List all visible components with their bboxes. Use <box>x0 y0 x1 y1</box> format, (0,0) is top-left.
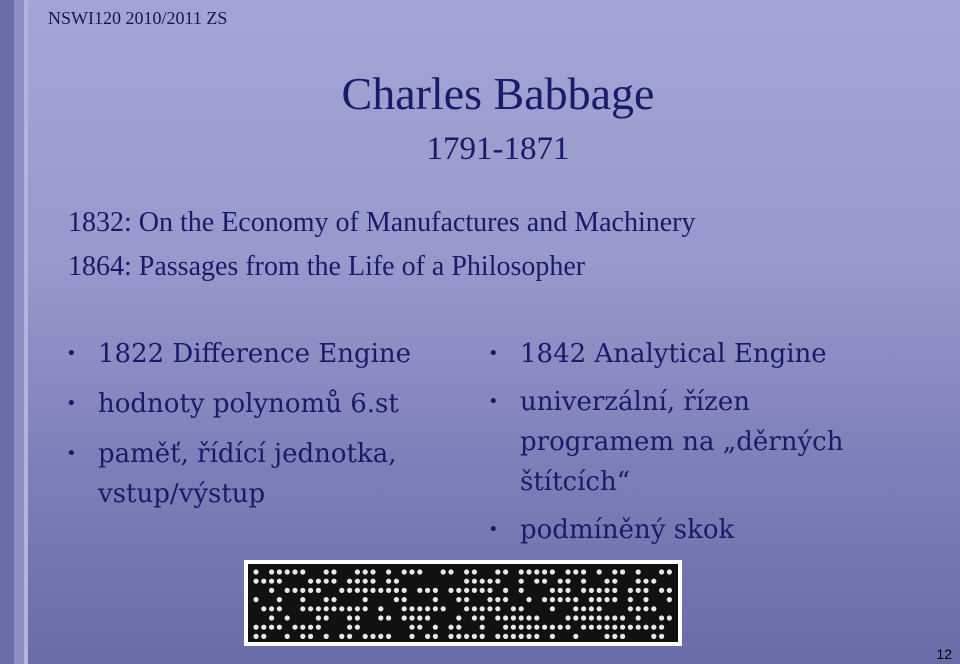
card-hole <box>495 615 500 620</box>
card-hole <box>378 606 383 611</box>
bullet-icon: • <box>488 391 499 412</box>
card-hole <box>565 588 570 593</box>
card-hole <box>292 569 297 574</box>
card-hole <box>394 588 399 593</box>
list-item <box>66 384 456 424</box>
card-hole <box>480 634 485 639</box>
card-hole <box>487 579 492 584</box>
card-hole <box>636 569 641 574</box>
card-hole <box>464 606 469 611</box>
card-hole <box>409 625 414 630</box>
card-hole <box>261 606 266 611</box>
card-hole <box>581 569 586 574</box>
card-hole <box>480 579 485 584</box>
card-hole <box>363 606 368 611</box>
card-hole <box>355 625 360 630</box>
card-hole <box>519 634 524 639</box>
card-hole <box>519 625 524 630</box>
card-hole <box>363 634 368 639</box>
card-hole <box>503 634 508 639</box>
card-hole <box>331 579 336 584</box>
card-hole <box>643 625 648 630</box>
card-hole <box>659 615 664 620</box>
card-hole <box>370 569 375 574</box>
card-hole <box>620 615 625 620</box>
card-hole <box>550 588 555 593</box>
card-hole <box>378 588 383 593</box>
card-hole <box>581 588 586 593</box>
card-hole <box>277 625 282 630</box>
card-hole <box>526 615 531 620</box>
card-hole <box>386 579 391 584</box>
card-hole <box>667 597 672 602</box>
card-hole <box>597 588 602 593</box>
card-hole <box>550 634 555 639</box>
card-hole <box>464 634 469 639</box>
card-hole <box>628 597 633 602</box>
card-hole <box>409 634 414 639</box>
card-hole <box>659 634 664 639</box>
card-hole <box>604 625 609 630</box>
card-hole <box>636 606 641 611</box>
card-hole <box>612 588 617 593</box>
card-hole <box>339 634 344 639</box>
card-hole <box>628 625 633 630</box>
right-bullet-list <box>488 334 888 558</box>
card-hole <box>503 615 508 620</box>
card-hole <box>402 588 407 593</box>
card-hole <box>534 569 539 574</box>
publication-1864: 1864: Passages from the Life of a Philosopher <box>68 251 586 282</box>
bullet-text: paměť, řídící jednotka, vstup/výstup <box>98 439 397 509</box>
card-hole <box>534 634 539 639</box>
card-hole <box>347 606 352 611</box>
card-hole <box>667 588 672 593</box>
card-hole <box>604 588 609 593</box>
card-hole <box>308 634 313 639</box>
card-hole <box>456 625 461 630</box>
card-hole <box>292 625 297 630</box>
card-hole <box>370 588 375 593</box>
card-hole <box>651 579 656 584</box>
card-hole <box>300 588 305 593</box>
card-hole <box>448 634 453 639</box>
card-hole <box>269 606 274 611</box>
bullet-text: hodnoty polynomů 6.st <box>98 389 399 419</box>
card-hole <box>253 569 258 574</box>
card-hole <box>597 625 602 630</box>
card-hole <box>331 606 336 611</box>
card-hole <box>402 569 407 574</box>
card-hole <box>355 569 360 574</box>
card-hole <box>604 579 609 584</box>
card-hole <box>597 569 602 574</box>
card-hole <box>269 625 274 630</box>
card-hole <box>269 579 274 584</box>
card-hole <box>589 597 594 602</box>
card-hole <box>480 606 485 611</box>
card-hole <box>331 597 336 602</box>
card-hole <box>643 606 648 611</box>
card-hole <box>402 597 407 602</box>
card-hole <box>269 588 274 593</box>
card-hole <box>542 625 547 630</box>
card-hole <box>425 615 430 620</box>
card-hole <box>589 588 594 593</box>
card-hole <box>589 625 594 630</box>
card-hole <box>480 625 485 630</box>
card-hole <box>308 606 313 611</box>
card-hole <box>534 579 539 584</box>
card-hole <box>636 615 641 620</box>
card-hole <box>370 579 375 584</box>
card-hole <box>503 597 508 602</box>
card-hole <box>519 569 524 574</box>
card-hole <box>604 634 609 639</box>
card-hole <box>285 634 290 639</box>
course-header: NSWI120 2010/2011 ZS <box>48 8 228 28</box>
card-hole <box>316 588 321 593</box>
card-hole <box>581 625 586 630</box>
card-hole <box>511 615 516 620</box>
card-hole <box>511 625 516 630</box>
card-hole <box>285 615 290 620</box>
card-hole <box>253 634 258 639</box>
card-hole <box>448 569 453 574</box>
bullet-text: 1842 Analytical Engine <box>520 339 827 369</box>
card-hole <box>347 579 352 584</box>
list-item <box>66 334 456 374</box>
card-hole <box>565 597 570 602</box>
card-hole <box>472 634 477 639</box>
card-hole <box>542 597 547 602</box>
card-hole <box>495 569 500 574</box>
card-hole <box>433 606 438 611</box>
card-hole <box>573 569 578 574</box>
card-hole <box>620 634 625 639</box>
card-hole <box>628 588 633 593</box>
card-hole <box>402 606 407 611</box>
card-hole <box>519 606 524 611</box>
card-hole <box>363 597 368 602</box>
card-hole <box>339 588 344 593</box>
card-hole <box>425 634 430 639</box>
card-hole <box>565 569 570 574</box>
card-hole <box>448 625 453 630</box>
card-hole <box>550 625 555 630</box>
card-hole <box>277 579 282 584</box>
card-hole <box>300 625 305 630</box>
card-hole <box>324 597 329 602</box>
card-hole <box>581 579 586 584</box>
card-hole <box>347 634 352 639</box>
card-hole <box>464 569 469 574</box>
card-hole <box>339 606 344 611</box>
card-hole <box>261 579 266 584</box>
card-hole <box>519 579 524 584</box>
card-hole <box>511 606 516 611</box>
card-hole <box>441 569 446 574</box>
card-hole <box>651 606 656 611</box>
card-hole <box>612 615 617 620</box>
card-hole <box>464 597 469 602</box>
card-hole <box>363 579 368 584</box>
card-hole <box>433 588 438 593</box>
slide-title: Charles Babbage <box>341 68 655 119</box>
card-hole <box>417 615 422 620</box>
card-hole <box>324 579 329 584</box>
card-hole <box>277 606 282 611</box>
card-hole <box>409 615 414 620</box>
card-hole <box>378 634 383 639</box>
card-hole <box>433 634 438 639</box>
card-hole <box>620 569 625 574</box>
card-hole <box>316 625 321 630</box>
card-hole <box>253 579 258 584</box>
list-item <box>488 510 888 550</box>
card-hole <box>409 569 414 574</box>
card-hole <box>667 615 672 620</box>
card-hole <box>612 634 617 639</box>
card-hole <box>347 615 352 620</box>
card-hole <box>604 597 609 602</box>
card-hole <box>526 569 531 574</box>
card-hole <box>355 606 360 611</box>
card-hole <box>480 588 485 593</box>
card-hole <box>417 569 422 574</box>
card-hole <box>542 579 547 584</box>
card-hole <box>558 597 563 602</box>
card-hole <box>456 615 461 620</box>
card-hole <box>261 634 266 639</box>
card-hole <box>495 606 500 611</box>
slide-subtitle-years: 1791-1871 <box>426 131 570 167</box>
card-hole <box>464 588 469 593</box>
card-hole <box>433 625 438 630</box>
left-bullet-list <box>66 334 456 524</box>
card-hole <box>386 588 391 593</box>
card-hole <box>394 597 399 602</box>
card-hole <box>386 615 391 620</box>
card-hole <box>277 597 282 602</box>
card-hole <box>417 588 422 593</box>
card-hole <box>495 634 500 639</box>
bullet-icon: • <box>488 343 499 364</box>
card-hole <box>324 606 329 611</box>
card-hole <box>511 634 516 639</box>
card-hole <box>550 606 555 611</box>
card-hole <box>620 625 625 630</box>
card-hole <box>573 606 578 611</box>
card-hole <box>495 597 500 602</box>
card-hole <box>355 615 360 620</box>
card-hole <box>628 606 633 611</box>
card-hole <box>277 569 282 574</box>
card-hole <box>667 569 672 574</box>
bullet-icon: • <box>66 393 77 414</box>
card-hole <box>612 625 617 630</box>
card-hole <box>503 569 508 574</box>
card-hole <box>441 606 446 611</box>
punched-card-image <box>244 560 682 646</box>
card-hole <box>612 569 617 574</box>
card-hole <box>612 597 617 602</box>
card-hole <box>472 588 477 593</box>
card-hole <box>300 569 305 574</box>
card-hole <box>659 569 664 574</box>
card-hole <box>526 634 531 639</box>
card-hole <box>612 579 617 584</box>
card-hole <box>308 588 313 593</box>
card-hole <box>378 615 383 620</box>
card-hole <box>417 625 422 630</box>
card-hole <box>386 569 391 574</box>
card-hole <box>253 625 258 630</box>
card-hole <box>472 606 477 611</box>
card-hole <box>636 579 641 584</box>
card-hole <box>386 634 391 639</box>
card-hole <box>597 606 602 611</box>
card-hole <box>292 588 297 593</box>
card-hole <box>503 625 508 630</box>
card-hole <box>425 606 430 611</box>
card-hole <box>659 625 664 630</box>
card-hole <box>316 579 321 584</box>
card-hole <box>581 615 586 620</box>
card-hole <box>636 588 641 593</box>
card-hole <box>589 606 594 611</box>
card-hole <box>589 615 594 620</box>
card-hole <box>659 588 664 593</box>
bullet-text: 1822 Difference Engine <box>98 339 412 369</box>
punched-card-graphic <box>244 560 682 646</box>
card-hole <box>565 579 570 584</box>
card-hole <box>651 634 656 639</box>
card-hole <box>370 634 375 639</box>
card-hole <box>261 625 266 630</box>
card-hole <box>308 579 313 584</box>
card-hole <box>636 625 641 630</box>
card-hole <box>456 597 461 602</box>
card-hole <box>285 569 290 574</box>
bullet-icon: • <box>66 443 77 464</box>
card-hole <box>526 625 531 630</box>
card-hole <box>355 588 360 593</box>
card-hole <box>433 597 438 602</box>
card-hole <box>651 625 656 630</box>
card-hole <box>472 579 477 584</box>
card-hole <box>573 615 578 620</box>
list-item <box>488 334 888 374</box>
card-hole <box>487 597 492 602</box>
card-hole <box>300 634 305 639</box>
card-hole <box>285 588 290 593</box>
card-hole <box>300 606 305 611</box>
card-hole <box>558 625 563 630</box>
card-hole <box>526 597 531 602</box>
card-hole <box>550 569 555 574</box>
card-hole <box>448 588 453 593</box>
page-number: 12 <box>936 646 952 662</box>
card-hole <box>597 615 602 620</box>
card-hole <box>534 625 539 630</box>
card-hole <box>324 569 329 574</box>
card-hole <box>363 569 368 574</box>
card-hole <box>495 579 500 584</box>
card-hole <box>308 625 313 630</box>
card-hole <box>331 569 336 574</box>
card-hole <box>269 569 274 574</box>
card-hole <box>643 597 648 602</box>
card-hole <box>487 606 492 611</box>
card-hole <box>565 615 570 620</box>
bullet-text: podmíněný skok <box>520 515 735 545</box>
card-hole <box>472 615 477 620</box>
card-hole <box>643 579 648 584</box>
card-hole <box>558 588 563 593</box>
card-hole <box>402 615 407 620</box>
card-hole <box>316 606 321 611</box>
card-hole <box>464 579 469 584</box>
card-hole <box>534 615 539 620</box>
card-hole <box>503 588 508 593</box>
card-hole <box>324 634 329 639</box>
card-hole <box>425 588 430 593</box>
card-hole <box>542 569 547 574</box>
card-hole <box>550 597 555 602</box>
card-hole <box>394 579 399 584</box>
card-hole <box>269 615 274 620</box>
card-hole <box>300 597 305 602</box>
card-hole <box>456 588 461 593</box>
card-hole <box>558 579 563 584</box>
card-hole <box>487 588 492 593</box>
publication-1832: 1832: On the Economy of Manufactures and Machinery <box>68 207 696 238</box>
bullet-icon: • <box>488 519 499 540</box>
card-hole <box>409 606 414 611</box>
card-hole <box>573 597 578 602</box>
bullet-icon: • <box>66 343 77 364</box>
card-hole <box>456 634 461 639</box>
card-hole <box>519 588 524 593</box>
card-hole <box>472 569 477 574</box>
card-hole <box>573 634 578 639</box>
card-hole <box>324 615 329 620</box>
bullet-text: univerzální, řízen programem na „děrných štítcích“ <box>520 387 844 497</box>
card-hole <box>363 588 368 593</box>
list-item <box>488 382 888 502</box>
card-hole <box>643 588 648 593</box>
card-hole <box>253 597 258 602</box>
card-hole <box>581 606 586 611</box>
card-hole <box>355 579 360 584</box>
card-hole <box>604 615 609 620</box>
card-hole <box>565 625 570 630</box>
card-hole <box>417 606 422 611</box>
card-hole <box>480 615 485 620</box>
list-item <box>66 434 456 514</box>
card-hole <box>316 615 321 620</box>
card-hole <box>519 615 524 620</box>
card-hole <box>597 597 602 602</box>
card-hole <box>347 588 352 593</box>
card-hole <box>347 625 352 630</box>
